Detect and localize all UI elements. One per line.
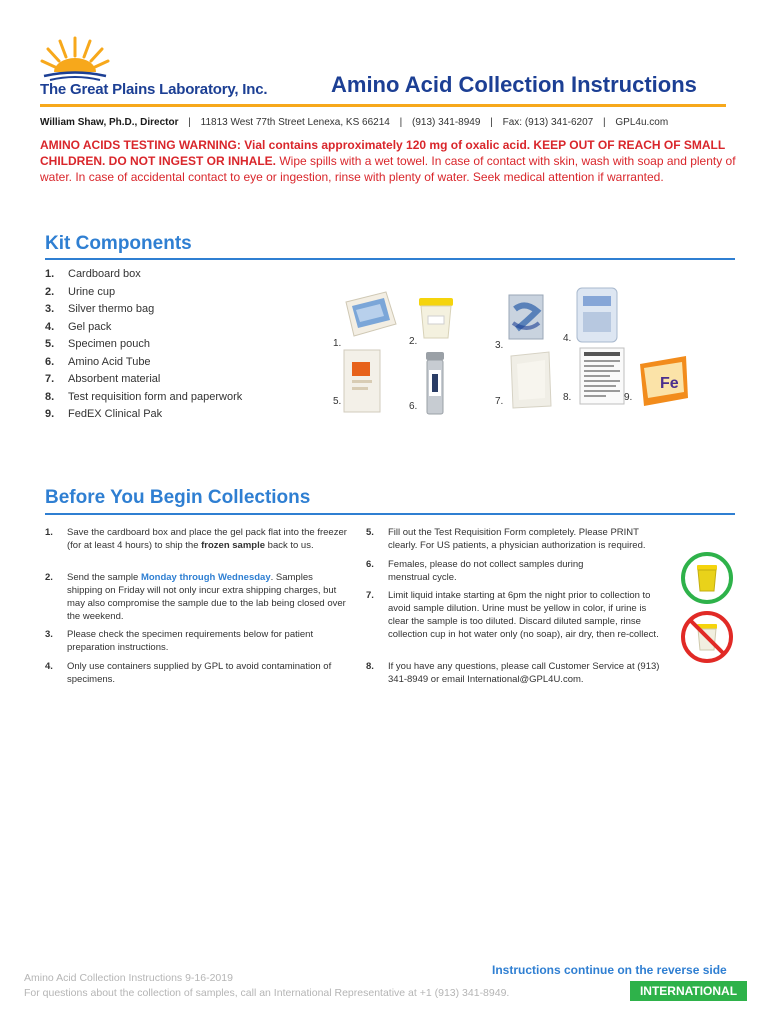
item-text: If you have any questions, please call Customer Service at (913) 341-8949 or email International@GPL4U.com. <box>388 661 660 685</box>
item-text-part: back to us. <box>265 540 314 551</box>
amino-acid-tube-photo <box>423 350 447 416</box>
item-number: 5. <box>366 527 374 538</box>
instruction-item <box>366 660 666 686</box>
photo-label: 5. <box>333 396 342 407</box>
item-number: 2. <box>45 285 55 298</box>
director-name: William Shaw, Ph.D., Director <box>40 117 179 128</box>
list-item <box>45 391 242 409</box>
item-text: Females, please do not collect samples during menstrual cycle. <box>388 559 584 583</box>
list-item <box>45 373 242 391</box>
requisition-form-photo <box>578 346 626 406</box>
item-number: 7. <box>366 590 374 601</box>
item-number: 3. <box>45 629 53 640</box>
sun-logo-icon <box>40 36 110 82</box>
item-number: 9. <box>45 408 55 420</box>
document-id: Amino Acid Collection Instructions 9-16-2019 <box>24 972 233 984</box>
international-badge: INTERNATIONAL <box>630 981 747 1001</box>
photo-label: 8. <box>563 392 572 403</box>
separator: | <box>399 117 403 128</box>
item-text: Only use containers supplied by GPL to avoid contamination of specimens. <box>67 661 332 685</box>
item-label: Test requisition form and paperwork <box>68 390 243 403</box>
separator: | <box>490 117 493 128</box>
instruction-item <box>45 628 350 654</box>
item-number: 8. <box>45 390 55 403</box>
fedex-pak-photo <box>638 354 690 408</box>
item-text <box>67 571 350 623</box>
item-number: 2. <box>45 572 53 583</box>
item-text-part: . Samples shipping on Friday will not only incur extra shipping charges, but may also compromise the sample due to the lab being closed over the weekend. <box>67 572 346 622</box>
photo-label: 7. <box>495 396 504 407</box>
prohibited-icon <box>680 610 734 664</box>
item-text-part: Send the sample <box>67 572 141 583</box>
item-label: Cardboard box <box>68 268 141 280</box>
item-number: 7. <box>45 373 55 385</box>
item-text: Please check the specimen requirements below for patient preparation instructions. <box>67 629 314 653</box>
thermo-bag-photo <box>507 293 545 341</box>
cardboard-box-photo <box>340 290 398 340</box>
photo-label: 9. <box>624 392 633 403</box>
photo-label: 4. <box>563 333 572 344</box>
specimen-pouch-photo <box>342 348 382 414</box>
list-item <box>45 268 242 286</box>
absorbent-material-photo <box>507 350 553 410</box>
item-text: Fill out the Test Requisition Form completely. Please PRINT clearly. For US patients, a physician authorization is required. <box>388 527 646 551</box>
section-divider <box>45 258 735 260</box>
check-ok-icon <box>680 551 734 605</box>
contact-line <box>40 117 668 128</box>
warning-text: Wipe spills with a wet towel. In case of contact with skin, wash with soap and plenty of water. In case of accidental contact to eye or ingestion, rinse with plenty of water. Seek medical attention if warranted. <box>40 154 736 184</box>
photo-label: 2. <box>409 336 418 347</box>
questions-note: For questions about the collection of samples, call an International Representative at +1 (913) 341-8949. <box>24 987 510 999</box>
fax: Fax: (913) 341-6207 <box>502 117 594 128</box>
separator: | <box>603 117 606 128</box>
item-label: Absorbent material <box>68 373 161 385</box>
instruction-item <box>45 660 350 686</box>
photo-label: 3. <box>495 340 504 351</box>
list-item <box>45 408 242 426</box>
item-number: 1. <box>45 527 53 538</box>
item-number: 3. <box>45 303 55 315</box>
list-item <box>45 338 242 356</box>
item-text <box>67 526 350 552</box>
section-divider <box>45 513 735 515</box>
instruction-item <box>45 526 350 552</box>
item-text-bold: frozen sample <box>201 540 266 551</box>
list-item <box>45 303 242 321</box>
item-number: 8. <box>366 661 374 672</box>
continue-note: Instructions continue on the reverse side <box>492 963 727 977</box>
item-text: Limit liquid intake starting at 6pm the night prior to collection to avoid sample dilution. Urine must be yellow in color, if urine is clear the sample is too diluted. Discard diluted sample, rinse collection cup in hot water only (no soap), air dry, then re-collect. <box>388 590 659 640</box>
item-label: Specimen pouch <box>68 338 150 350</box>
list-item <box>45 356 242 374</box>
page-title: Amino Acid Collection Instructions <box>331 72 697 97</box>
item-label: Amino Acid Tube <box>68 355 151 368</box>
website: GPL4u.com <box>615 117 669 128</box>
phone: (913) 341-8949 <box>412 117 481 128</box>
photo-label: 1. <box>333 338 342 349</box>
item-label: Urine cup <box>68 285 116 298</box>
warning-bold: AMINO ACIDS TESTING WARNING: Vial contains approximately 120 mg of oxalic acid. KEEP OUT OF REACH OF SMALL CHILDREN. DO NOT INGEST OR INHALE. <box>40 138 726 168</box>
list-item <box>45 286 242 304</box>
item-number: 4. <box>45 661 53 672</box>
instruction-item <box>366 558 606 584</box>
item-number: 1. <box>45 268 55 280</box>
header-divider <box>40 104 726 107</box>
address: 11813 West 77th Street Lenexa, KS 66214 <box>200 117 390 128</box>
photo-label: 6. <box>409 401 418 412</box>
item-label: FedEX Clinical Pak <box>68 408 163 420</box>
gel-pack-photo <box>575 286 619 344</box>
before-you-begin-title: Before You Begin Collections <box>45 487 311 508</box>
item-number: 6. <box>366 559 374 570</box>
instruction-item <box>45 571 350 623</box>
item-label: Silver thermo bag <box>68 303 155 315</box>
kit-components-list <box>45 268 242 426</box>
urine-cup-photo <box>416 296 456 340</box>
item-number: 5. <box>45 338 55 350</box>
separator: | <box>188 117 191 128</box>
company-name: The Great Plains Laboratory, Inc. <box>40 81 268 98</box>
item-number: 6. <box>45 355 55 368</box>
safety-warning <box>40 137 740 185</box>
svg-text:Fe: Fe <box>660 375 679 392</box>
instruction-item <box>366 589 666 641</box>
item-text-highlight: Monday through Wednesday <box>140 572 271 583</box>
list-item <box>45 321 242 339</box>
item-number: 4. <box>45 320 55 333</box>
kit-components-title: Kit Components <box>45 233 192 254</box>
instruction-item <box>366 526 666 552</box>
item-text-part: Save the cardboard box and place the gel pack flat into the freezer (for at least 4 hours) to ship the <box>67 527 347 551</box>
item-label: Gel pack <box>68 320 112 333</box>
